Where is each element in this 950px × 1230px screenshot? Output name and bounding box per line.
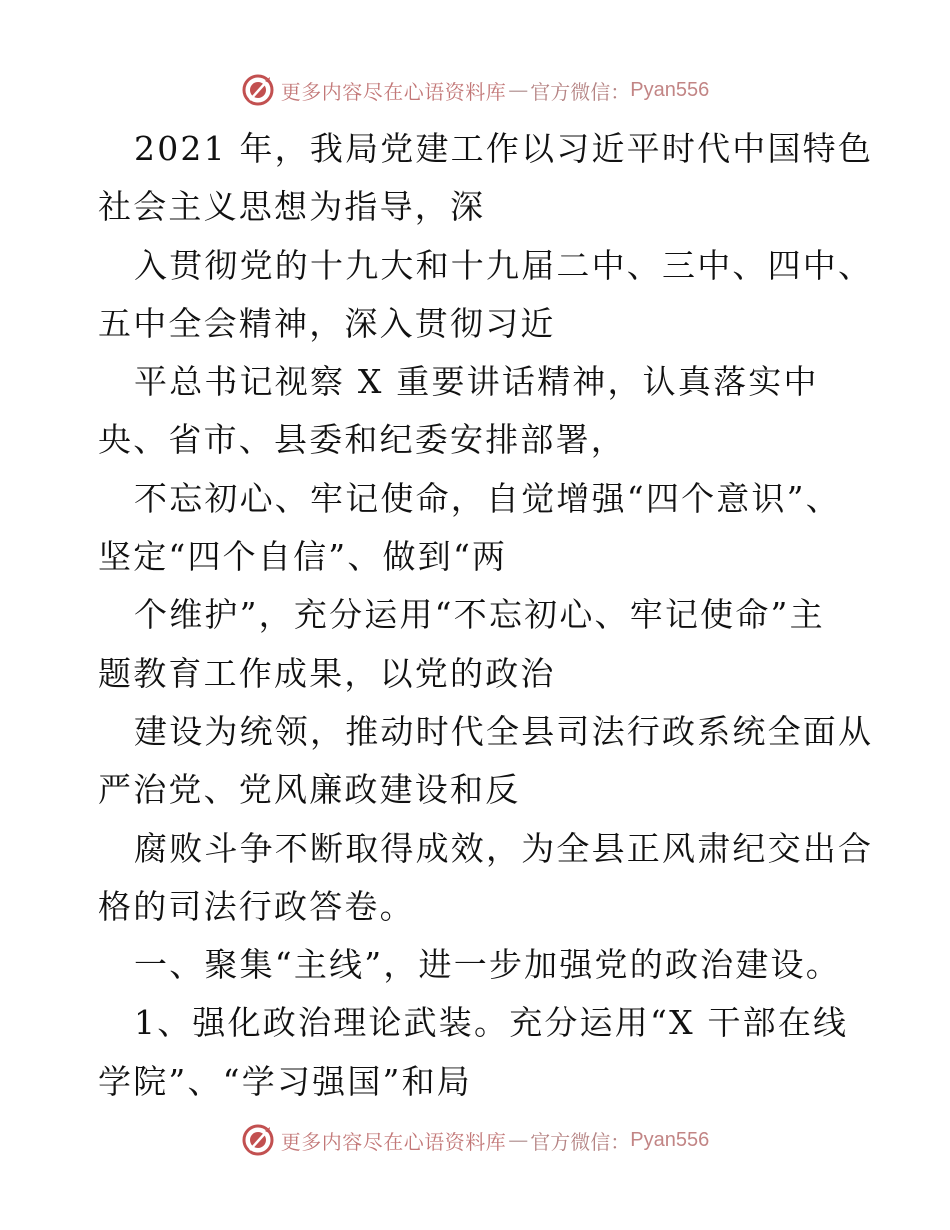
text-line: 严治党、党风廉政建设和反 [98, 770, 521, 810]
text-line: 社会主义思想为指导，深 [98, 187, 486, 227]
watermark-wechat-label: 官方微信： [530, 1129, 631, 1154]
watermark-wechat-id: Pyan556 [630, 1128, 710, 1151]
watermark-title: 更多内容尽在心语资料库 [280, 1129, 507, 1154]
text-line: 格的司法行政答卷。 [98, 886, 415, 926]
pen-logo-icon [241, 1123, 275, 1157]
text-line: 题教育工作成果，以党的政治 [98, 653, 556, 693]
text-line: 1、强化政治理论武装。充分运用“X 干部在线 [134, 1003, 849, 1043]
text-line: 不忘初心、牢记使命，自觉增强“四个意识”、 [134, 478, 841, 518]
header-watermark [0, 70, 950, 110]
text-line: 2021 年，我局党建工作以习近平时代中国特色 [134, 129, 874, 168]
text-line: 入贯彻党的十九大和十九届二中、三中、四中、 [134, 245, 874, 285]
text-line: 平总书记视察 X 重要讲话精神，认真落实中 [134, 362, 819, 402]
watermark-separator: — [508, 1128, 529, 1152]
text-line: 央、省市、县委和纪委安排部署， [98, 420, 626, 460]
watermark-title: 更多内容尽在心语资料库 [280, 79, 507, 104]
pen-logo-icon [241, 73, 275, 107]
watermark-wechat-label: 官方微信： [530, 79, 631, 104]
text-line: 个维护”，充分运用“不忘初心、牢记使命”主 [134, 595, 825, 635]
text-line: 五中全会精神，深入贯彻习近 [98, 303, 556, 343]
text-line: 学院”、“学习强国”和局 [98, 1061, 473, 1101]
text-line: 腐败斗争不断取得成效，为全县正风肃纪交出合 [134, 828, 874, 868]
watermark-wechat-id: Pyan556 [630, 78, 710, 101]
document-body [98, 120, 874, 1111]
footer-watermark [0, 1120, 950, 1160]
section-heading: 一、聚集“主线”，进一步加强党的政治建设。 [134, 945, 841, 985]
text-line: 坚定“四个自信”、做到“两 [98, 537, 508, 577]
watermark-separator: — [508, 78, 529, 102]
text-line: 建设为统领，推动时代全县司法行政系统全面从 [134, 711, 874, 751]
